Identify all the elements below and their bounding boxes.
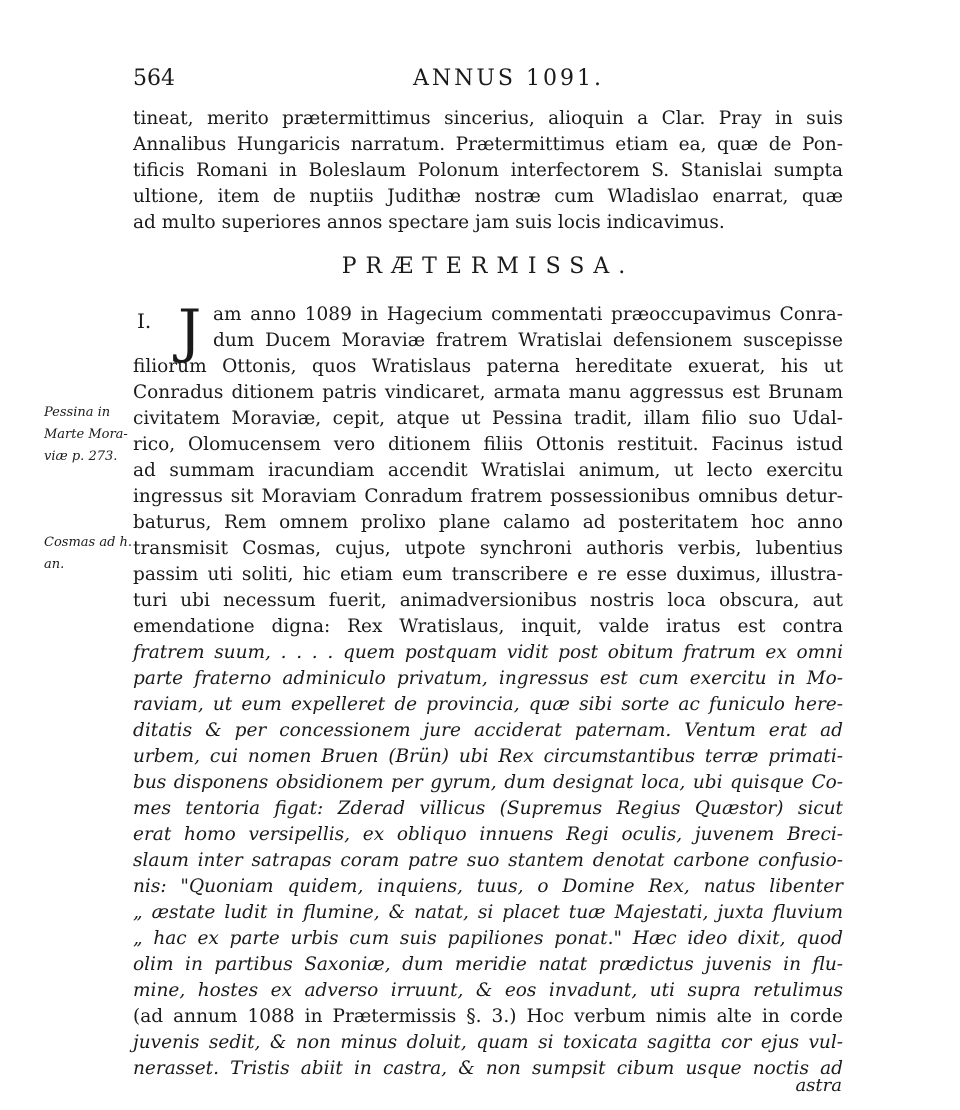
- paragraph-line: emendatione digna: Rex Wratislaus, inquit, valde iratus est contra: [133, 616, 843, 637]
- paragraph-line: parte fraterno adminiculo privatum, ingressus est cum exercitu in Mo-: [133, 668, 843, 689]
- paragraph-line: filiorum Ottonis, quos Wratislaus paterna hereditate exuerat, his ut: [133, 356, 843, 377]
- paragraph-line: ditatis & per concessionem jure acciderat paternam. Ventum erat ad: [133, 720, 843, 741]
- paragraph-line: mine, hostes ex adverso irruunt, & eos invadunt, uti supra retulimus: [133, 980, 843, 1001]
- paragraph-line: civitatem Moraviæ, cepit, atque ut Pessina tradit, illam filio suo Udal-: [133, 408, 843, 429]
- paragraph-line: raviam, ut eum expelleret de provincia, quæ sibi sorte ac funiculo here-: [133, 694, 843, 715]
- paragraph-line: fratrem suum, . . . . quem postquam vidit post obitum fratrum ex omni: [133, 642, 843, 663]
- paragraph-line: erat homo versipellis, ex obliquo innuens Regi oculis, juvenem Breci-: [133, 824, 843, 845]
- paragraph-line: (ad annum 1088 in Prætermissis §. 3.) Hoc verbum nimis alte in corde: [133, 1006, 843, 1027]
- paragraph-line: transmisit Cosmas, cujus, utpote synchroni authoris verbis, lubentius: [133, 538, 843, 559]
- paragraph-line: baturus, Rem omnem prolixo plane calamo ad posteritatem hoc anno: [133, 512, 843, 533]
- paragraph-line: juvenis sedit, & non minus doluit, quam si toxicata sagitta cor ejus vul-: [133, 1032, 843, 1053]
- margin-note-cosmas: [44, 532, 152, 576]
- drop-cap: J: [178, 297, 202, 365]
- paragraph-line: urbem, cui nomen Bruen (Brün) ubi Rex circumstantibus terræ primati-: [133, 746, 843, 767]
- intro-line: ad multo superiores annos spectare jam suis locis indicavimus.: [133, 212, 725, 233]
- margin-note-pessina: [44, 402, 152, 468]
- intro-line: ultione, item de nuptiis Judithæ nostræ cum Wladislao enarrat, quæ: [133, 186, 843, 207]
- paragraph-line: bus disponens obsidionem per gyrum, dum designat loca, ubi quisque Co-: [133, 772, 843, 793]
- intro-line: Annalibus Hungaricis narratum. Prætermittimus etiam ea, quæ de Pon-: [133, 134, 843, 155]
- intro-line: tificis Romani in Boleslaum Polonum interfectorem S. Stanislai sumpta: [133, 160, 843, 181]
- item-number: I.: [137, 309, 152, 333]
- intro-line: tineat, merito prætermittimus sincerius, alioquin a Clar. Pray in suis: [133, 108, 843, 129]
- paragraph-line: nerasset. Tristis abiit in castra, & non sumpsit cibum usque noctis ad: [133, 1058, 843, 1079]
- page-header: [133, 62, 843, 96]
- paragraph-line: mes tentoria figat: Zderad villicus (Supremus Regius Quæstor) sicut: [133, 798, 843, 819]
- paragraph-line: passim uti soliti, hic etiam eum transcribere e re esse duximus, illustra-: [133, 564, 843, 585]
- paragraph-line: dum Ducem Moraviæ fratrem Wratislai defensionem suscepisse: [213, 330, 843, 351]
- page-number: 564: [133, 66, 175, 91]
- paragraph-line: slaum inter satrapas coram patre suo stantem denotat carbone confusio-: [133, 850, 843, 871]
- paragraph-line: olim in partibus Saxoniæ, dum meridie natat prædictus juvenis in flu-: [133, 954, 843, 975]
- paragraph-line: nis: "Quoniam quidem, inquiens, tuus, o Domine Rex, natus libenter: [133, 876, 843, 897]
- paragraph-line: „ hac ex parte urbis cum suis papiliones ponat." Hæc ideo dixit, quod: [133, 928, 843, 949]
- running-title: ANNUS 1091.: [413, 66, 604, 91]
- paragraph-line: am anno 1089 in Hagecium commentati præoccupavimus Conra-: [213, 304, 843, 325]
- margin-note-line: Cosmas ad h.: [44, 535, 133, 550]
- paragraph-line: rico, Olomucensem vero ditionem filiis Ottonis restituit. Facinus istud: [133, 434, 843, 455]
- paragraph-line: ingressus sit Moraviam Conradum fratrem possessionibus omnibus detur-: [133, 486, 843, 507]
- paragraph-line: turi ubi necessum fuerit, animadversionibus nostris loca obscura, aut: [133, 590, 843, 611]
- margin-note-line: viæ p. 273.: [44, 449, 118, 464]
- margin-note-line: Marte Mora-: [44, 427, 128, 442]
- paragraph-line: ad summam iracundiam accendit Wratislai animum, ut lecto exercitu: [133, 460, 843, 481]
- margin-note-line: an.: [44, 557, 65, 572]
- margin-note-line: Pessina in: [44, 405, 111, 420]
- section-heading: PRÆTERMISSA.: [341, 254, 635, 279]
- catchword: astra: [795, 1075, 842, 1096]
- paragraph-line: „ æstate ludit in flumine, & natat, si placet tuæ Majestati, juxta fluvium: [133, 902, 843, 923]
- paragraph-line: Conradus ditionem patris vindicaret, armata manu aggressus est Brunam: [133, 382, 843, 403]
